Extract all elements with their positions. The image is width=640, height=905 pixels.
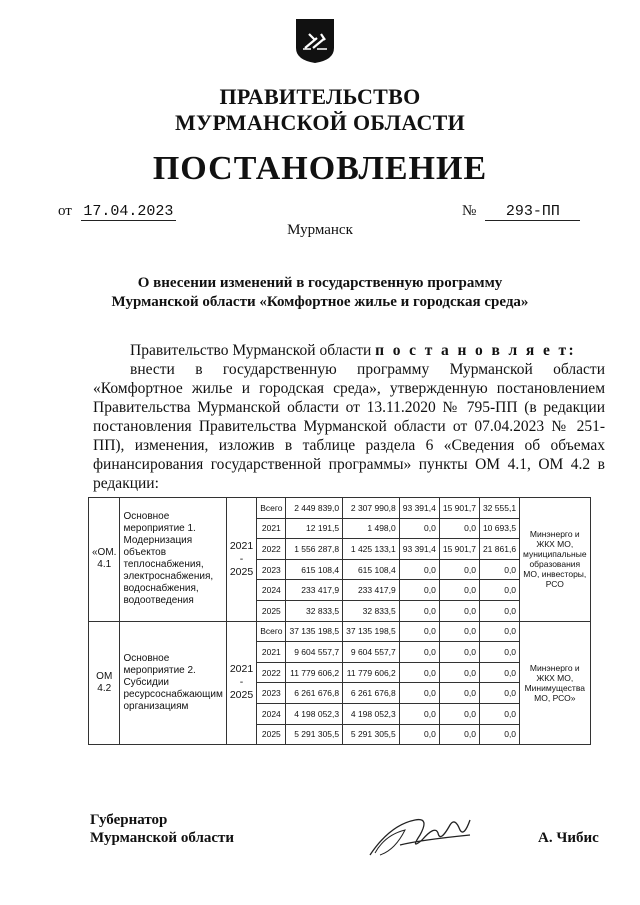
amount-cell: 233 417,9 (343, 580, 400, 601)
document-type: ПОСТАНОВЛЕНИЕ (152, 150, 488, 187)
year-cell: 2024 (257, 580, 286, 601)
measure-name-cell: Основное мероприятие 2. Субсидии ресурсоснабжающим организациям (120, 621, 226, 745)
year-cell: 2024 (257, 703, 286, 724)
number-value: 293-ПП (485, 203, 580, 221)
year-cell: 2022 (257, 539, 286, 560)
city: Мурманск (287, 222, 353, 238)
amount-cell: 0,0 (399, 703, 439, 724)
year-cell: 2021 (257, 518, 286, 539)
amount-cell: 0,0 (399, 580, 439, 601)
year-cell: 2022 (257, 662, 286, 683)
total-cell: 6 261 676,8 (286, 683, 343, 704)
amount-cell: 0,0 (439, 724, 479, 745)
decree-paragraph: внести в государственную программу Мурманской области «Комфортное жилье и городская среда», утвержденную постановлением Правительства Мурманской области от 13.11.2020 № 795-ПП (в редакции постановления Правительства Мурманской области от 07.04.2023 № 251-ПП), изменения, изложив в таблице раздела 6 «Сведения об объемах финансирования государственной программы» пункты ОМ 4.1, ОМ 4.2 в редакции: (93, 361, 605, 492)
amount-cell: 0,0 (399, 559, 439, 580)
amount-cell: 0,0 (399, 662, 439, 683)
period-cell: 2021 - 2025 (226, 621, 256, 745)
amount-cell: 0,0 (479, 703, 519, 724)
number-line (462, 203, 580, 221)
amount-cell: 0,0 (439, 559, 479, 580)
amount-cell: 9 604 557,7 (343, 642, 400, 663)
title-line1: О внесении изменений в государственную программу (137, 275, 503, 291)
period-cell: 2021 - 2025 (226, 498, 256, 622)
amount-cell: 93 391,4 (399, 498, 439, 519)
amount-cell: 32 833,5 (343, 600, 400, 621)
year-cell: 2023 (257, 559, 286, 580)
executors-cell: Минэнерго и ЖКХ МО, муниципальные образования МО, инвесторы, РСО (520, 498, 591, 622)
total-cell: 37 135 198,5 (286, 621, 343, 642)
total-cell: 32 833,5 (286, 600, 343, 621)
intro-text: Правительство Мурманской области (130, 342, 372, 359)
amount-cell: 0,0 (479, 662, 519, 683)
year-cell: 2021 (257, 642, 286, 663)
amount-cell: 0,0 (399, 600, 439, 621)
amount-cell: 0,0 (439, 703, 479, 724)
amount-cell: 0,0 (479, 642, 519, 663)
amount-cell: 0,0 (399, 621, 439, 642)
total-cell: 615 108,4 (286, 559, 343, 580)
amount-cell: 1 498,0 (343, 518, 400, 539)
total-cell: 233 417,9 (286, 580, 343, 601)
amount-cell: 0,0 (479, 580, 519, 601)
decree-intro (130, 341, 610, 360)
measure-name-cell: Основное мероприятие 1. Модернизация объектов теплоснабжения, электроснабжения, водоснабжения, водоотведения (120, 498, 226, 622)
date-prefix: от (58, 203, 72, 219)
amount-cell: 0,0 (439, 683, 479, 704)
year-cell: 2023 (257, 683, 286, 704)
decree-word: п о с т а н о в л я е т: (375, 342, 577, 359)
amount-cell: 0,0 (439, 662, 479, 683)
amount-cell: 15 901,7 (439, 498, 479, 519)
position-line2: Мурманской области (90, 830, 235, 846)
amount-cell: 93 391,4 (399, 539, 439, 560)
number-prefix: № (462, 203, 477, 219)
amount-cell: 2 307 990,8 (343, 498, 400, 519)
total-cell: 2 449 839,0 (286, 498, 343, 519)
amount-cell: 0,0 (439, 642, 479, 663)
measure-code-cell: ОМ 4.2 (89, 621, 120, 745)
amount-cell: 0,0 (479, 683, 519, 704)
amount-cell: 37 135 198,5 (343, 621, 400, 642)
amount-cell: 4 198 052,3 (343, 703, 400, 724)
amount-cell: 0,0 (479, 621, 519, 642)
amount-cell: 6 261 676,8 (343, 683, 400, 704)
table-row (89, 621, 591, 642)
table-row (89, 498, 591, 519)
amount-cell: 0,0 (479, 724, 519, 745)
handwritten-signature-icon (360, 795, 490, 870)
signatory-position (90, 811, 234, 847)
year-cell: Всего (257, 498, 286, 519)
total-cell: 4 198 052,3 (286, 703, 343, 724)
amount-cell: 0,0 (399, 518, 439, 539)
document-title (60, 274, 580, 312)
amount-cell: 0,0 (399, 683, 439, 704)
signatory-name: А. Чибис (538, 830, 599, 846)
total-cell: 9 604 557,7 (286, 642, 343, 663)
coat-of-arms-icon (295, 18, 335, 64)
date-line (58, 203, 176, 221)
amount-cell: 0,0 (439, 621, 479, 642)
total-cell: 11 779 606,2 (286, 662, 343, 683)
total-cell: 5 291 305,5 (286, 724, 343, 745)
org-name-line1: ПРАВИТЕЛЬСТВО (219, 84, 421, 109)
amount-cell: 32 555,1 (479, 498, 519, 519)
amount-cell: 10 693,5 (479, 518, 519, 539)
total-cell: 1 556 287,8 (286, 539, 343, 560)
amount-cell: 0,0 (479, 600, 519, 621)
total-cell: 12 191,5 (286, 518, 343, 539)
financing-table (88, 497, 591, 745)
executors-cell: Минэнерго и ЖКХ МО, Минимущества МО, РСО» (520, 621, 591, 745)
year-cell: 2025 (257, 600, 286, 621)
amount-cell: 615 108,4 (343, 559, 400, 580)
year-cell: Всего (257, 621, 286, 642)
amount-cell: 21 861,6 (479, 539, 519, 560)
title-line2: Мурманской области «Комфортное жилье и городская среда» (111, 294, 529, 310)
amount-cell: 0,0 (439, 600, 479, 621)
amount-cell: 0,0 (399, 724, 439, 745)
org-name-line2: МУРМАНСКОЙ ОБЛАСТИ (174, 110, 466, 135)
amount-cell: 5 291 305,5 (343, 724, 400, 745)
amount-cell: 0,0 (439, 580, 479, 601)
amount-cell: 1 425 133,1 (343, 539, 400, 560)
amount-cell: 11 779 606,2 (343, 662, 400, 683)
measure-code-cell: «ОМ. 4.1 (89, 498, 120, 622)
date-value: 17.04.2023 (81, 203, 176, 221)
amount-cell: 0,0 (399, 642, 439, 663)
year-cell: 2025 (257, 724, 286, 745)
amount-cell: 15 901,7 (439, 539, 479, 560)
amount-cell: 0,0 (479, 559, 519, 580)
amount-cell: 0,0 (439, 518, 479, 539)
position-line1: Губернатор (90, 812, 168, 828)
